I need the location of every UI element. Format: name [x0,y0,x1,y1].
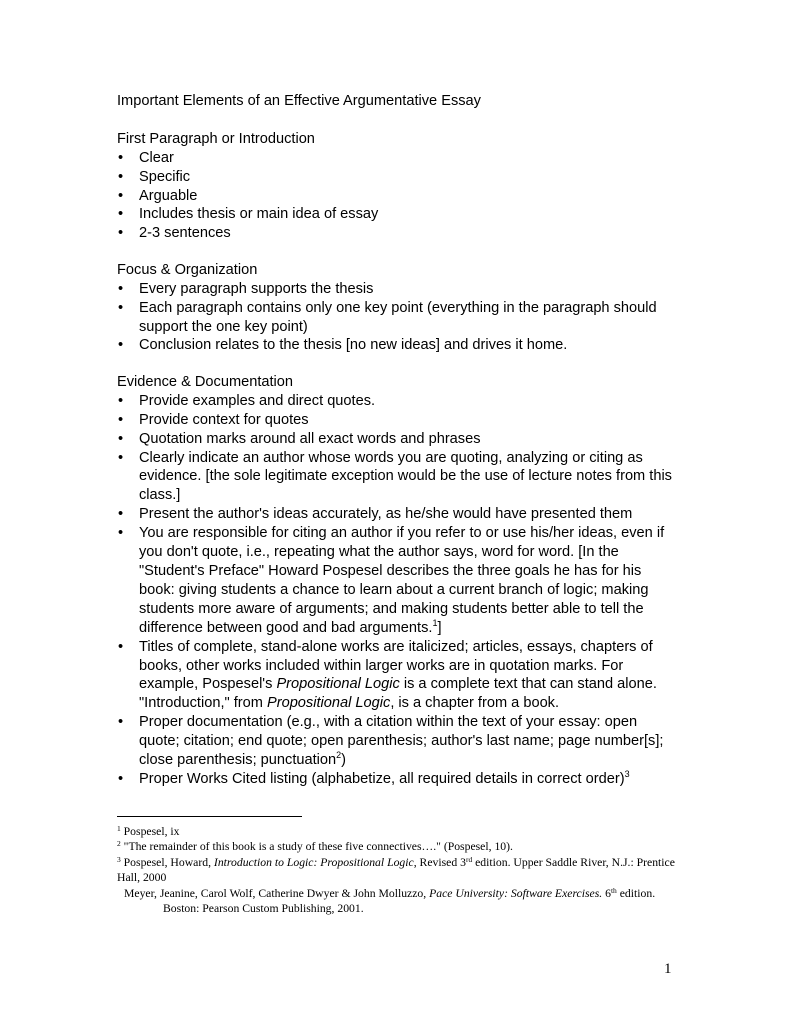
list-item: • Each paragraph contains only one key point (everything in the paragraph should support the one key point) [117,299,677,337]
item-text: Proper documentation (e.g., with a citation within the text of your essay: open quote; citation; end quote; open parenthesis; author's last name; page number[s]; close parenthesis; punctuation [139,714,664,769]
footnote [117,824,677,839]
book-title: Propositional Logic [266,695,391,712]
section-focus-organization [117,261,677,356]
footnote-separator [117,816,302,817]
list-item [117,524,677,637]
footnote-text: 6 [602,886,611,900]
footnote-book-title: Pace University: Software Exercises. [429,886,603,900]
list-item [117,713,677,770]
footnotes [117,824,677,916]
section-heading: First Paragraph or Introduction [117,130,315,147]
bullet-list [117,392,677,789]
footnote-mark: 2 [117,839,121,849]
section-heading: Focus & Organization [117,261,258,278]
list-item: • Provide examples and direct quotes. [117,392,677,411]
item-text: You are responsible for citing an author if you refer to or use his/her ideas, even if you don't quote, i.e., repeating what the author says, word for word. [In the "Student's Preface" Howard Pospesel describes the three goals he has for his book: giving students a chance to learn about a current branch of logic; making students more aware of arguments; and making students better able to tell the difference between good and bad arguments. [139,525,665,636]
footnote-text: edition. [616,886,656,900]
section-heading: Evidence & Documentation [117,373,294,390]
footnote [117,886,677,901]
footnote-ref[interactable]: 1 [432,617,438,628]
bullet-list [117,149,677,244]
ordinal-suffix: th [610,885,617,895]
footnote [117,839,677,854]
list-item: • 2-3 sentences [117,224,677,243]
list-item: • Clear [117,149,677,168]
list-item [117,770,677,789]
footnote-text: "The remainder of this book is a study of these five connectives…." (Pospesel, 10). [120,840,513,854]
item-text: Proper Works Cited listing (alphabetize, all required details in correct order) [139,770,625,787]
footnote-text: Pospesel, Howard, [120,855,214,869]
list-item: • Clearly indicate an author whose words you are quoting, analyzing or citing as evidence. [the sole legitimate exception would be the use of lecture notes from this class.] [117,449,677,506]
bullet-list [117,280,677,356]
footnote-ref[interactable]: 3 [624,768,630,779]
list-item: • Provide context for quotes [117,411,677,430]
footnote-ref[interactable]: 2 [336,750,342,761]
footnote-mark: 3 [117,854,121,864]
footnote-mark: 1 [117,824,121,833]
list-item: • Every paragraph supports the thesis [117,280,677,299]
item-text-end: ) [341,752,347,769]
item-text: Titles of complete, stand-alone works are italicized; articles, essays, chapters of books, other works included within larger works are in quotation marks. For example, Pospesel's [139,638,653,693]
page-number: 1 [664,961,672,977]
list-item: • Conclusion relates to the thesis [no new ideas] and drives it home. [117,336,677,355]
ordinal-suffix: rd [465,854,473,864]
item-text: , is a chapter from a book. [390,695,560,712]
footnote [117,855,677,886]
list-item: • Specific [117,168,677,187]
item-text: is a complete text that can stand alone. "Introduction," from [139,676,657,712]
footnote: Boston: Pearson Custom Publishing, 2001. [163,902,364,916]
main-content [117,92,677,806]
footnote-text: edition. Upper Saddle River, N.J.: Prentice Hall, 2000 [117,855,675,885]
footnote-text: , Revised 3 [413,855,466,869]
list-item [117,638,677,714]
document-title: Important Elements of an Effective Argumentative Essay [117,93,481,109]
section-evidence-documentation [117,373,677,789]
footnote-text: Pospesel, ix [120,825,180,838]
list-item: • Includes thesis or main idea of essay [117,205,677,224]
footnote-text: Meyer, Jeanine, Carol Wolf, Catherine Dwyer & John Molluzzo, [124,886,430,900]
list-item: • Present the author's ideas accurately, as he/she would have presented them [117,505,677,524]
item-text-end: ] [437,619,442,636]
list-item: • Arguable [117,187,677,206]
footnote-book-title: Introduction to Logic: Propositional Logic [213,855,414,869]
list-item: • Quotation marks around all exact words and phrases [117,430,677,449]
book-title: Propositional Logic [276,676,400,693]
section-introduction [117,130,677,243]
